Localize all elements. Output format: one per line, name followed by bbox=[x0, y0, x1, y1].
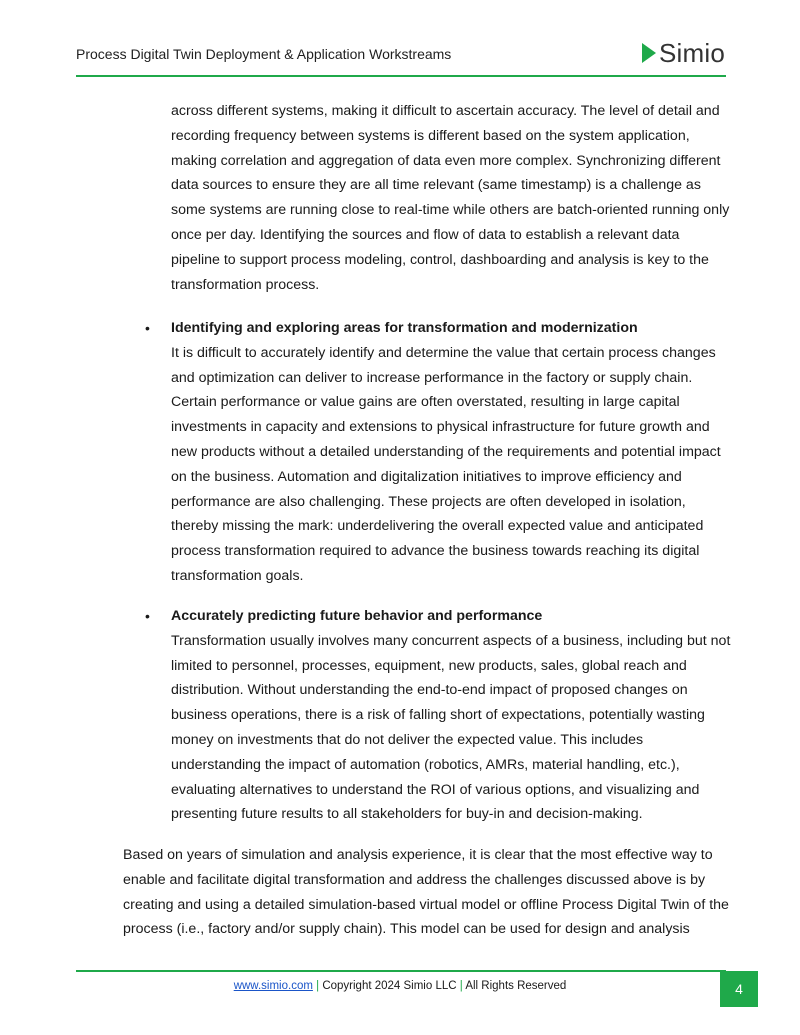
copyright-text: Copyright 2024 Simio LLC bbox=[322, 980, 457, 992]
logo-text: Simio bbox=[659, 37, 726, 68]
website-link[interactable]: www.simio.com bbox=[233, 980, 313, 992]
bullet-item bbox=[171, 316, 731, 589]
page-number: 4 bbox=[720, 971, 758, 1007]
continued-paragraph: across different systems, making it difficult to ascertain accuracy. The level of detail and recording frequency between systems is different based on the system application, making correlation and aggregation of data even more complex. Synchronizing different data sources to ensure they are all time relevant (same timestamp) is a challenge as some systems are running close to real-time while others are batch-oriented running only once per day. Identifying the sources and flow of data to establish a relevant data pipeline to support process modeling, control, dashboarding and analysis is key to the transformation process. bbox=[171, 103, 730, 293]
closing-paragraph: Based on years of simulation and analysis experience, it is clear that the most effective way to enable and facilitate digital transformation and address the challenges discussed above is by creating and using a detailed simulation-based virtual model or offline Process Digital Twin of the process (i.e., factory and/or supply chain). This model can be used for design and analysis bbox=[123, 847, 729, 938]
footer-separator: | bbox=[312, 980, 323, 992]
rights-text: All Rights Reserved bbox=[465, 980, 567, 992]
bullet-heading: Accurately predicting future behavior and performance bbox=[171, 608, 543, 624]
header-title: Process Digital Twin Deployment & Application Workstreams bbox=[76, 46, 452, 62]
play-triangle-icon bbox=[641, 43, 657, 63]
header-divider bbox=[76, 75, 726, 77]
bullet-heading: Identifying and exploring areas for transformation and modernization bbox=[171, 320, 638, 336]
simio-logo bbox=[641, 38, 725, 68]
bullet-text: Transformation usually involves many concurrent aspects of a business, including but not limited to personnel, processes, equipment, new products, sales, global reach and distribution. Without understanding the end-to-end impact of proposed changes on business operations, there is a risk of falling short of expectations, potentially wasting money on investments that do not deliver the expected value. This includes understanding the impact of automation (robotics, AMRs, material handling, etc.), evaluating alternatives to understand the ROI of various options, and visualizing and presenting future results to all stakeholders for buy-in and decision-making. bbox=[171, 632, 731, 823]
bullet-text: It is difficult to accurately identify and determine the value that certain process changes and optimization can deliver to increase performance in the factory or supply chain. Certain performance or value gains are often overstated, resulting in large capital investments in capacity and extensions to physical infrastructure for future growth and new products without a detailed understanding of the requirements and potential impact on the business. Automation and digitalization initiatives to improve efficiency and performance are also challenging. These projects are often developed in isolation, thereby missing the mark: underdelivering the overall expected value and anticipated process transformation required to advance the business towards reaching its digital transformation goals. bbox=[171, 344, 721, 584]
bullet-item bbox=[171, 604, 731, 827]
bullet-mark: • bbox=[145, 608, 150, 624]
footer-separator: | bbox=[456, 980, 466, 992]
footer-text bbox=[0, 980, 800, 992]
footer-divider bbox=[76, 970, 726, 972]
bullet-mark: • bbox=[145, 320, 150, 336]
